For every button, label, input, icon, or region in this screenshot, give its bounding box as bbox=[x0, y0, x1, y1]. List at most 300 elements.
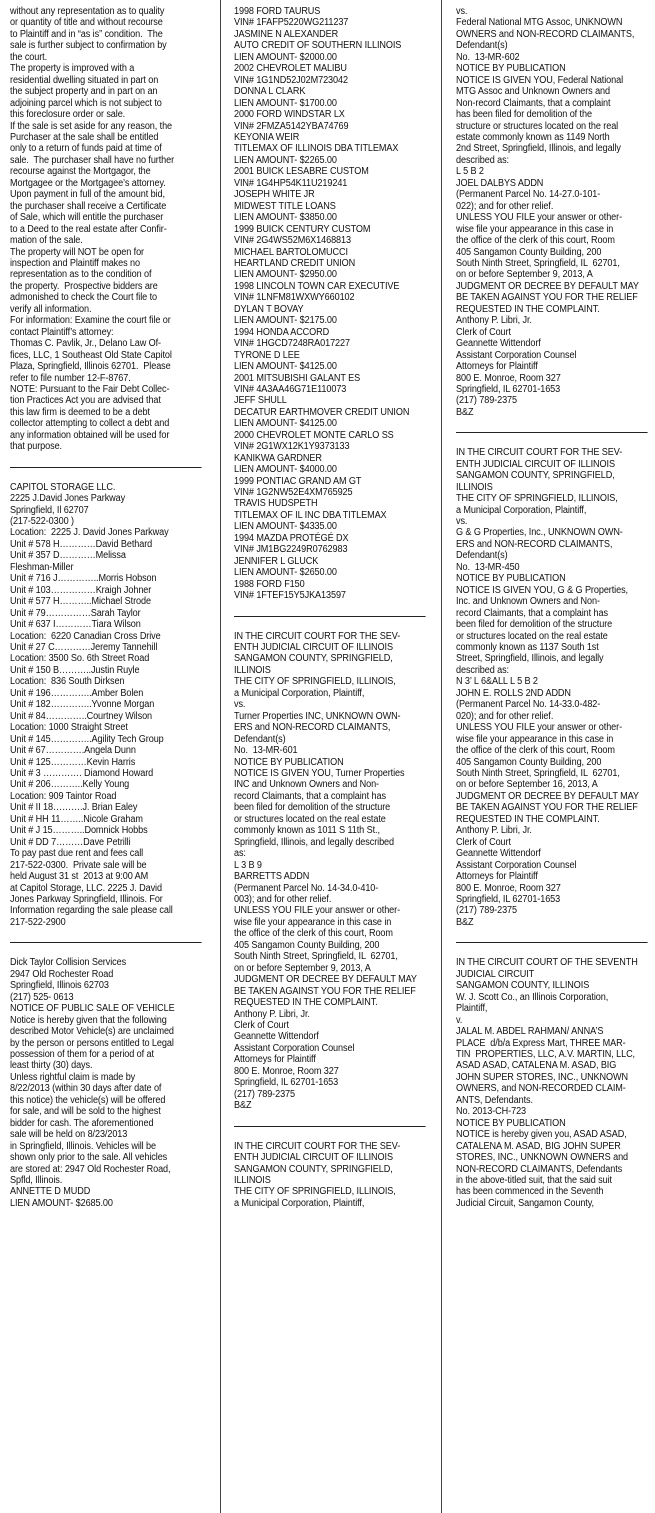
notice-line: (217-522-0300 ) bbox=[10, 516, 74, 528]
notice-line: 217-522-0300. Private sale will be bbox=[10, 859, 147, 871]
notice-line: Springfield, IL 62701-1653 bbox=[456, 383, 561, 395]
notice-line: Unit # 125…………Kevin Harris bbox=[10, 756, 136, 768]
notice-line: AUTO CREDIT OF SOUTHERN ILLINOIS bbox=[234, 40, 402, 52]
notice-line: described Motor Vehicle(s) are unclaimed bbox=[10, 1026, 174, 1038]
notice-line: that purpose. bbox=[10, 441, 62, 453]
notice-line: LIEN AMOUNT- $4000.00 bbox=[234, 464, 337, 476]
notice-line: vs. bbox=[234, 699, 246, 711]
notice-line: (Permanent Parcel No. 14-34.0-410- bbox=[234, 882, 379, 894]
notice-line: No. 13-MR-602 bbox=[456, 51, 520, 63]
legal-notice bbox=[10, 482, 202, 929]
notice-line: Spfld, Illinois. bbox=[10, 1174, 63, 1186]
notice-line: Unit # 577 H………..Michael Strode bbox=[10, 596, 151, 608]
notice-line: without any representation as to quality bbox=[10, 6, 165, 17]
notice-line: Anthony P. Libri, Jr. bbox=[456, 825, 532, 837]
notice-line: Unit # 79……………Sarah Taylor bbox=[10, 607, 141, 619]
notice-line: 2001 BUICK LESABRE CUSTOM bbox=[234, 166, 369, 178]
notice-line: described as: bbox=[456, 154, 509, 166]
notice-line: or structures located on the real estate bbox=[234, 813, 386, 825]
notice-line: IN THE CIRCUIT COURT FOR THE SEV- bbox=[456, 447, 623, 459]
notice-line: Assistant Corporation Counsel bbox=[456, 349, 577, 361]
notice-line: Judicial Circuit, Sangamon County, bbox=[456, 1197, 594, 1209]
notice-line: TITLEMAX OF IL INC DBA TITLEMAX bbox=[234, 509, 387, 521]
notice-line: Plaintiff, bbox=[456, 1003, 488, 1015]
notice-line: LIEN AMOUNT- $3850.00 bbox=[234, 212, 337, 224]
notice-line: KEYONIA WEIR bbox=[234, 131, 300, 143]
notice-line: The property will NOT be open for bbox=[10, 246, 145, 258]
notice-line: VIN# 2G4WS52M6X1468813 bbox=[234, 235, 351, 247]
notice-line: Springfield, IL 62701-1653 bbox=[234, 1077, 339, 1089]
notice-line: Geannette Wittendorf bbox=[234, 1031, 319, 1043]
notice-line: TRAVIS HUDSPETH bbox=[234, 498, 318, 510]
notice-line: NOTICE BY PUBLICATION bbox=[456, 1117, 566, 1129]
notice-line: for sale, and will be sold to the highest bbox=[10, 1106, 161, 1118]
notice-line: Unit # 27 C…………Jeremy Tannehill bbox=[10, 642, 158, 654]
legal-notice bbox=[456, 957, 648, 1209]
notice-line: 800 E. Monroe, Room 327 bbox=[456, 882, 561, 894]
notice-line: Clerk of Court bbox=[456, 326, 511, 338]
notice-line: ENTH JUDICIAL CIRCUIT OF ILLINOIS bbox=[234, 1152, 393, 1164]
notice-line: ILLINOIS bbox=[234, 664, 271, 676]
notice-line: 405 Sangamon County Building, 200 bbox=[234, 939, 380, 951]
notice-line: in Springfield, Illinois. Vehicles will be bbox=[10, 1140, 157, 1152]
notice-line: B&Z bbox=[456, 916, 474, 928]
notice-line: Clerk of Court bbox=[456, 836, 511, 848]
notice-line: on or before September 9, 2013, A bbox=[234, 962, 371, 974]
legal-notice bbox=[234, 6, 426, 602]
notice-line: LIEN AMOUNT- $2175.00 bbox=[234, 315, 337, 327]
notice-line: Unit # 357 D…………Melissa bbox=[10, 550, 126, 562]
notice-line: 1994 MAZDA PROTÉGÉ DX bbox=[234, 532, 349, 544]
notice-line: W. J. Scott Co., an Illinois Corporation, bbox=[456, 991, 609, 1003]
notice-line: Notice is hereby given that the following bbox=[10, 1014, 167, 1026]
notice-line: JUDGMENT OR DECREE BY DEFAULT MAY bbox=[456, 790, 639, 802]
column-divider bbox=[441, 0, 442, 1513]
notice-line: a Municipal Corporation, Plaintiff, bbox=[456, 504, 587, 516]
notice-line: wise file your appearance in this case in bbox=[234, 916, 392, 928]
notice-line: OWNERS, and NON-RECORDED CLAIM- bbox=[456, 1083, 626, 1095]
notice-line: ENTH JUDICIAL CIRCUIT OF ILLINOIS bbox=[234, 642, 393, 654]
notice-line: (217) 789-2375 bbox=[456, 395, 518, 407]
notice-line: Street, Springfield, Illinois, and legally bbox=[456, 653, 604, 665]
column-2 bbox=[234, 6, 426, 1209]
notice-line: (217) 789-2375 bbox=[234, 1088, 296, 1100]
notice-line: wise file your appearance in this case in bbox=[456, 733, 614, 745]
notice-line: the property. Prospective bidders are bbox=[10, 280, 158, 292]
notice-line: JUDGMENT OR DECREE BY DEFAULT MAY bbox=[234, 974, 417, 986]
notice-line: this notice) the vehicle(s) will be offered bbox=[10, 1094, 166, 1106]
notice-line: in the above-titled suit, that the said suit bbox=[456, 1174, 612, 1186]
notice-line: UNLESS YOU FILE your answer or other- bbox=[456, 212, 623, 224]
notice-line: Springfield, Illinois 62703 bbox=[10, 980, 109, 992]
notice-line: record Claimants, that a complaint has bbox=[456, 607, 608, 619]
notice-line: ANTS, Defendants. bbox=[456, 1094, 533, 1106]
notice-line: mation of the sale. bbox=[10, 235, 83, 247]
notice-line: inspection and Plaintiff makes no bbox=[10, 257, 140, 269]
notice-line: UNLESS YOU FILE your answer or other- bbox=[456, 722, 623, 734]
notice-line: Defendant(s) bbox=[234, 733, 286, 745]
notice-line: 800 E. Monroe, Room 327 bbox=[456, 372, 561, 384]
notice-line: If the sale is set aside for any reason, the bbox=[10, 120, 173, 132]
notice-line: VIN# 2FMZA5142YBA74769 bbox=[234, 120, 349, 132]
notice-line: (Permanent Parcel No. 14-33.0-482- bbox=[456, 699, 601, 711]
notice-line: MTG Assoc and Unknown Owners and bbox=[456, 86, 611, 98]
notice-line: admonished to check the Court file to bbox=[10, 292, 157, 304]
notice-line: only to a return of funds paid at time of bbox=[10, 143, 162, 155]
notice-line: VIN# 2G1WX12K1Y9373133 bbox=[234, 441, 350, 453]
notice-line: Springfield, Il 62707 bbox=[10, 504, 89, 516]
notice-line: JENNIFER L GLUCK bbox=[234, 555, 319, 567]
notice-line: shown only prior to the sale. All vehicles bbox=[10, 1152, 168, 1164]
notice-line: Defendant(s) bbox=[456, 550, 508, 562]
notice-line: 2000 CHEVROLET MONTE CARLO SS bbox=[234, 429, 394, 441]
notice-line: a Municipal Corporation, Plaintiff, bbox=[234, 687, 365, 699]
notice-line: STORES, INC., UNKNOWN OWNERS and bbox=[456, 1152, 629, 1164]
notice-line: Unit # 3 …………. Diamond Howard bbox=[10, 768, 154, 779]
notice-line: 1994 HONDA ACCORD bbox=[234, 326, 330, 338]
notice-line: Unit # 67………….Angela Dunn bbox=[10, 745, 136, 757]
notice-line: Unless rightful claim is made by bbox=[10, 1071, 136, 1083]
notice-line: NON-RECORD CLAIMANTS, Defendants bbox=[456, 1163, 623, 1175]
notice-line: JASMINE N ALEXANDER bbox=[234, 28, 339, 40]
notice-line: L 3 B 9 bbox=[234, 859, 262, 871]
notice-line: least thirty (30) days. bbox=[10, 1060, 93, 1072]
notice-line: on or before September 9, 2013, A bbox=[456, 269, 593, 281]
notice-line: structure or structures located on the real bbox=[456, 120, 619, 132]
notice-line: by the person or persons entitled to Legal bbox=[10, 1037, 174, 1049]
notice-line: 003); and for other relief. bbox=[234, 893, 332, 905]
notice-line: BE TAKEN AGAINST YOU FOR THE RELIEF bbox=[456, 292, 638, 304]
notice-line: ERS and NON-RECORD CLAIMANTS, bbox=[234, 722, 391, 734]
notice-line: NOTICE BY PUBLICATION bbox=[456, 573, 566, 585]
notice-line: Unit # DD 7………Dave Petrilli bbox=[10, 836, 131, 848]
notice-line: THE CITY OF SPRINGFIELD, ILLINOIS, bbox=[234, 676, 396, 688]
notice-line: CATALENA M. ASAD, BIG JOHN SUPER bbox=[456, 1140, 621, 1152]
notice-line: JOHN E. ROLLS 2ND ADDN bbox=[456, 687, 571, 699]
notice-line: THE CITY OF SPRINGFIELD, ILLINOIS, bbox=[234, 1186, 396, 1198]
notice-line: adjoining parcel which is not subject to bbox=[10, 97, 162, 109]
notice-line: ILLINOIS bbox=[456, 481, 493, 493]
notice-line: Location: 2225 J. David Jones Parkway bbox=[10, 527, 169, 539]
notice-line: or structures located on the real estate bbox=[456, 630, 608, 642]
notice-line: sale will be held on 8/23/2013 bbox=[10, 1129, 128, 1141]
notice-line: Defendant(s) bbox=[456, 40, 508, 52]
notice-line: SANGAMON COUNTY, ILLINOIS bbox=[456, 980, 590, 992]
notice-line: NOTICE OF PUBLIC SALE OF VEHICLE bbox=[10, 1003, 175, 1015]
notice-line: of Sale, which will entitle the purchaser bbox=[10, 212, 164, 224]
notice-line: VIN# 1FAFP5220WG211237 bbox=[234, 17, 349, 29]
notice-line: the purchaser shall receive a Certificate bbox=[10, 200, 167, 212]
column-1 bbox=[10, 6, 202, 1209]
notice-line: Upon payment in full of the amount bid, bbox=[10, 189, 165, 201]
notice-line: estate commonly known as 1149 North bbox=[456, 131, 610, 143]
notice-line: contact Plaintiff’s attorney: bbox=[10, 326, 114, 338]
notice-line: Turner Properties INC, UNKNOWN OWN- bbox=[234, 710, 401, 722]
notice-line: LIEN AMOUNT- $2000.00 bbox=[234, 51, 337, 63]
notice-line: INC and Unknown Owners and Non- bbox=[234, 779, 379, 791]
legal-notice bbox=[234, 1141, 426, 1210]
notice-line: been filed for demolition of the structure bbox=[234, 802, 391, 814]
notice-line: Unit # 182…………..Yvonne Morgan bbox=[10, 699, 155, 711]
notice-line: VIN# 1LNFM81WXWY660102 bbox=[234, 292, 355, 304]
notice-line: Fleshman-Miller bbox=[10, 561, 74, 573]
notice-line: DONNA L CLARK bbox=[234, 86, 306, 98]
notice-line: wise file your appearance in this case in bbox=[456, 223, 614, 235]
notice-line: No. 2013-CH-723 bbox=[456, 1106, 527, 1118]
notice-line: NOTICE BY PUBLICATION bbox=[234, 756, 344, 768]
notice-line: Attorneys for Plaintiff bbox=[456, 871, 538, 883]
notice-line: Federal National MTG Assoc, UNKNOWN bbox=[456, 17, 623, 29]
notice-line: Anthony P. Libri, Jr. bbox=[234, 1008, 310, 1020]
notice-line: to Plaintiff and in “as is” condition. The bbox=[10, 28, 163, 40]
notice-line: has been filed for demolition of the bbox=[456, 109, 592, 121]
notice-line: Plaza, Springfield, Illinois 62701. Please bbox=[10, 361, 171, 373]
notice-line: Clerk of Court bbox=[234, 1019, 289, 1031]
notice-line: has been commenced in the Seventh bbox=[456, 1186, 604, 1198]
legal-notice bbox=[456, 447, 648, 928]
legal-notice bbox=[10, 957, 202, 1209]
notice-line: residential dwelling situated in part on bbox=[10, 74, 159, 86]
notice-line: refer to file number 12-F-8767. bbox=[10, 372, 131, 384]
notice-line: OWNERS and NON-RECORD CLAIMANTS, bbox=[456, 28, 635, 40]
notice-line: No. 13-MR-601 bbox=[234, 745, 298, 757]
notice-line: B&Z bbox=[456, 406, 474, 418]
notice-line: been filed for demolition of the structure bbox=[456, 619, 613, 631]
notice-line: Information regarding the sale please call bbox=[10, 905, 173, 917]
notice-line: held August 31 st 2013 at 9:00 AM bbox=[10, 871, 149, 883]
notice-line: 022); and for other relief. bbox=[456, 200, 554, 212]
notice-line: 8/22/2013 (within 30 days after date of bbox=[10, 1083, 162, 1095]
notice-line: Attorneys for Plaintiff bbox=[456, 361, 538, 373]
notice-line: collector attempting to collect a debt and bbox=[10, 418, 170, 430]
legal-notice bbox=[10, 6, 202, 453]
notice-line: JOSEPH WHITE JR bbox=[234, 189, 315, 201]
notice-line: vs. bbox=[456, 6, 468, 17]
notice-line: NOTICE IS GIVEN YOU, G & G Properties, bbox=[456, 584, 628, 596]
notice-line: record Claimants, that a complaint has bbox=[234, 790, 386, 802]
notice-line: are stored at: 2947 Old Rochester Road, bbox=[10, 1163, 171, 1175]
notice-line: Thomas C. Pavlik, Jr., Delano Law Of- bbox=[10, 338, 161, 350]
notice-line: JUDICIAL CIRCUIT bbox=[456, 968, 535, 980]
notice-line: Unit # 716 J…………..Morris Hobson bbox=[10, 573, 157, 585]
notice-line: LIEN AMOUNT- $2650.00 bbox=[234, 567, 337, 579]
notice-line: PLACE d/b/a Express Mart, THREE MAR- bbox=[456, 1037, 626, 1049]
notice-line: Location: 836 South Dirksen bbox=[10, 676, 125, 688]
notice-line: recourse against the Mortgagor, the bbox=[10, 166, 151, 178]
notice-line: the court. bbox=[10, 51, 48, 63]
notice-line: commonly known as 1137 South 1st bbox=[456, 642, 599, 654]
notice-line: as: bbox=[234, 848, 246, 860]
notice-line: Non-record Claimants, that a complaint bbox=[456, 97, 611, 109]
notice-line: LIEN AMOUNT- $2685.00 bbox=[10, 1197, 113, 1209]
notice-line: the office of the clerk of this court, Room bbox=[234, 928, 393, 940]
notice-line: tion Practices Act you are advised that bbox=[10, 395, 161, 407]
notice-line: Unit # 578 H…………David Bethard bbox=[10, 538, 153, 550]
notice-line: UNLESS YOU FILE your answer or other- bbox=[234, 905, 401, 917]
notice-line: VIN# 1FTEF15Y5JKA13597 bbox=[234, 590, 346, 602]
notice-line: 1999 PONTIAC GRAND AM GT bbox=[234, 475, 362, 487]
notice-line: MIDWEST TITLE LOANS bbox=[234, 200, 336, 212]
notice-line: ASAD ASAD, CATALENA M. ASAD, BIG bbox=[456, 1060, 617, 1072]
notice-line: ERS and NON-RECORD CLAIMANTS, bbox=[456, 538, 613, 550]
notice-line: 2001 MITSUBISHI GALANT ES bbox=[234, 372, 361, 384]
notice-line: TIN PROPERTIES, LLC, A.V. MARTIN, LLC, bbox=[456, 1048, 635, 1060]
notice-line: Unit # 145…………..Agility Tech Group bbox=[10, 733, 164, 745]
notice-line: Mortgagee or the Mortgagee’s attorney. bbox=[10, 177, 166, 189]
notice-line: this foreclosure order or sale. bbox=[10, 109, 126, 121]
notice-line: L 5 B 2 bbox=[456, 166, 484, 178]
notice-line: or quantity of title and without recourse bbox=[10, 17, 163, 29]
notice-line: Unit # 637 I…………Tiara Wilson bbox=[10, 619, 141, 631]
notice-line: LIEN AMOUNT- $2265.00 bbox=[234, 154, 337, 166]
notice-line: IN THE CIRCUIT COURT FOR THE SEV- bbox=[234, 1140, 401, 1152]
notice-line: BARRETTS ADDN bbox=[234, 871, 310, 883]
notice-line: (217) 789-2375 bbox=[456, 905, 518, 917]
notice-line: Anthony P. Libri, Jr. bbox=[456, 315, 532, 327]
notice-line: VIN# 1G4HP54K11U219241 bbox=[234, 177, 348, 189]
notice-line: 2002 CHEVROLET MALIBU bbox=[234, 63, 347, 75]
notice-line: REQUESTED IN THE COMPLAINT. bbox=[234, 997, 378, 1009]
notice-line: REQUESTED IN THE COMPLAINT. bbox=[456, 303, 600, 315]
notice-line: Geannette Wittendorf bbox=[456, 338, 541, 350]
notice-line: Location: 909 Taintor Road bbox=[10, 790, 117, 802]
notice-line: JOEL DALBYS ADDN bbox=[456, 177, 544, 189]
legal-notice bbox=[234, 631, 426, 1112]
notice-line: the subject property and in part on an bbox=[10, 86, 158, 98]
notice-line: DYLAN T BOVAY bbox=[234, 303, 304, 315]
notice-line: 1998 LINCOLN TOWN CAR EXECUTIVE bbox=[234, 280, 400, 292]
notice-line: DECATUR EARTHMOVER CREDIT UNION bbox=[234, 406, 410, 418]
notice-line: possession of them for a period of at bbox=[10, 1048, 154, 1060]
notice-line: Location: 3500 So. 6th Street Road bbox=[10, 653, 150, 665]
notice-line: TITLEMAX OF ILLINOIS DBA TITLEMAX bbox=[234, 143, 399, 155]
notice-line: 2225 J.David Jones Parkway bbox=[10, 493, 126, 505]
legal-notice bbox=[456, 6, 648, 418]
notice-line: 1988 FORD F150 bbox=[234, 578, 305, 590]
notice-line: ILLINOIS bbox=[234, 1174, 271, 1186]
notice-line: Jones Parkway Springfield, Illinois. For bbox=[10, 893, 163, 905]
notice-line: Purchaser at the sale shall be entitled bbox=[10, 131, 159, 143]
notice-line: bidder for cash. The aforementioned bbox=[10, 1117, 154, 1129]
notice-line: For information: Examine the court file or bbox=[10, 315, 171, 327]
notice-line: JOHN SUPER STORES, INC., UNKNOWN bbox=[456, 1071, 629, 1083]
notice-line: South Ninth Street, Springfield, IL 62701, bbox=[234, 951, 398, 963]
notice-line: 1998 FORD TAURUS bbox=[234, 6, 321, 17]
notice-line: verify all information. bbox=[10, 303, 92, 315]
notice-line: VIN# 1HGCD7248RA017227 bbox=[234, 338, 350, 350]
notice-line: v. bbox=[456, 1014, 463, 1026]
column-divider bbox=[220, 0, 221, 1513]
notice-line: IN THE CIRCUIT COURT FOR THE SEV- bbox=[234, 630, 401, 642]
notice-line: THE CITY OF SPRINGFIELD, ILLINOIS, bbox=[456, 493, 618, 505]
notice-line: (217) 525- 0613 bbox=[10, 991, 74, 1003]
notice-line: (Permanent Parcel No. 14-27.0-101- bbox=[456, 189, 601, 201]
notice-line: Unit # 84…………..Courtney Wilson bbox=[10, 710, 153, 722]
notice-line: Location: 1000 Straight Street bbox=[10, 722, 128, 734]
notice-line: vs. bbox=[456, 516, 468, 528]
notice-line: No. 13-MR-450 bbox=[456, 561, 520, 573]
column-3 bbox=[456, 6, 648, 1209]
notice-line: NOTICE IS GIVEN YOU, Turner Properties bbox=[234, 768, 405, 779]
notice-line: Inc. and Unknown Owners and Non- bbox=[456, 596, 600, 608]
notice-line: Dick Taylor Collision Services bbox=[10, 957, 127, 969]
notice-line: 2000 FORD WINDSTAR LX bbox=[234, 109, 345, 121]
notice-line: at Capitol Storage, LLC. 2225 J. David bbox=[10, 882, 162, 894]
notice-line: LIEN AMOUNT- $2950.00 bbox=[234, 269, 337, 281]
notice-line: BE TAKEN AGAINST YOU FOR THE RELIEF bbox=[456, 802, 638, 814]
notice-line: The property is improved with a bbox=[10, 63, 135, 75]
notice-line: LIEN AMOUNT- $4125.00 bbox=[234, 361, 337, 373]
notice-line: 405 Sangamon County Building, 200 bbox=[456, 246, 602, 258]
notice-line: KANIKWA GARDNER bbox=[234, 452, 322, 464]
notice-line: NOTICE IS GIVEN YOU, Federal National bbox=[456, 74, 624, 86]
notice-line: LIEN AMOUNT- $1700.00 bbox=[234, 97, 337, 109]
notice-line: 800 E. Monroe, Room 327 bbox=[234, 1065, 339, 1077]
notice-line: ENTH JUDICIAL CIRCUIT OF ILLINOIS bbox=[456, 458, 615, 470]
notice-line: Springfield, IL 62701-1653 bbox=[456, 893, 561, 905]
notice-line: Unit # 206………..Kelly Young bbox=[10, 779, 130, 791]
notice-line: LIEN AMOUNT- $4125.00 bbox=[234, 418, 337, 430]
notice-line: Assistant Corporation Counsel bbox=[456, 859, 577, 871]
notice-line: Unit # II 18……….J. Brian Ealey bbox=[10, 802, 138, 814]
notice-line: 020); and for other relief. bbox=[456, 710, 554, 722]
notice-line: VIN# JM1BG2249R0762983 bbox=[234, 544, 348, 556]
notice-line: Unit # J 15………..Domnick Hobbs bbox=[10, 825, 148, 837]
notice-line: N 3’ L 6&ALL L 5 B 2 bbox=[456, 676, 538, 688]
notice-line: CAPITOL STORAGE LLC. bbox=[10, 481, 116, 493]
notice-line: SANGAMON COUNTY, SPRINGFIELD, bbox=[234, 1163, 393, 1175]
notice-line: LIEN AMOUNT- $4335.00 bbox=[234, 521, 337, 533]
notice-line: HEARTLAND CREDIT UNION bbox=[234, 257, 356, 269]
notice-line: Springfield, Illinois, and legally described bbox=[234, 836, 395, 848]
notice-line: ANNETTE D MUDD bbox=[10, 1186, 91, 1198]
notice-line: VIN# 4A3AA46G71E110073 bbox=[234, 383, 347, 395]
notice-line: JEFF SHULL bbox=[234, 395, 287, 407]
notice-line: JALAL M. ABDEL RAHMAN/ ANNA’S bbox=[456, 1026, 604, 1038]
notice-line: MICHAEL BARTOLOMUCCI bbox=[234, 246, 348, 258]
notice-line: fices, LLC, 1 Southeast Old State Capitol bbox=[10, 349, 172, 361]
notice-line: 2947 Old Rochester Road bbox=[10, 968, 114, 980]
notice-line: VIN# 1G1ND52J02M723042 bbox=[234, 74, 348, 86]
notice-line: JUDGMENT OR DECREE BY DEFAULT MAY bbox=[456, 280, 639, 292]
notice-line: 405 Sangamon County Building, 200 bbox=[456, 756, 602, 768]
notice-line: South Ninth Street, Springfield, IL 62701, bbox=[456, 257, 620, 269]
notice-line: To pay past due rent and fees call bbox=[10, 848, 144, 860]
notice-line: SANGAMON COUNTY, SPRINGFIELD, bbox=[234, 653, 393, 665]
notice-line: Unit # 150 B………..Justin Ruyle bbox=[10, 664, 140, 676]
notice-line: G & G Properties, Inc., UNKNOWN OWN- bbox=[456, 527, 623, 539]
notice-line: TYRONE D LEE bbox=[234, 349, 300, 361]
notice-line: REQUESTED IN THE COMPLAINT. bbox=[456, 813, 600, 825]
notice-line: BE TAKEN AGAINST YOU FOR THE RELIEF bbox=[234, 985, 416, 997]
notice-line: Geannette Wittendorf bbox=[456, 848, 541, 860]
notice-line: IN THE CIRCUIT COURT OF THE SEVENTH bbox=[456, 957, 638, 969]
notice-line: any information obtained will be used for bbox=[10, 429, 170, 441]
notice-line: Unit # HH 11……..Nicole Graham bbox=[10, 813, 143, 825]
notice-line: NOTICE is hereby given you, ASAD ASAD, bbox=[456, 1129, 627, 1141]
notice-line: the office of the clerk of this court, Room bbox=[456, 235, 615, 247]
notice-line: described as: bbox=[456, 664, 509, 676]
notice-line: 217-522-2900 bbox=[10, 916, 66, 928]
notice-line: commonly known as 1011 S 11th St., bbox=[234, 825, 380, 837]
notice-line: this law firm is deemed to be a debt bbox=[10, 406, 150, 418]
notice-line: to a Deed to the real estate after Confir- bbox=[10, 223, 167, 235]
notice-line: B&Z bbox=[234, 1100, 252, 1112]
notice-line: VIN# 1G2NW52E4XM765925 bbox=[234, 487, 353, 499]
notice-line: Attorneys for Plaintiff bbox=[234, 1054, 316, 1066]
notice-line: Unit # 103……………Kraigh Johner bbox=[10, 584, 152, 596]
notice-line: the office of the clerk of this court, Room bbox=[456, 745, 615, 757]
